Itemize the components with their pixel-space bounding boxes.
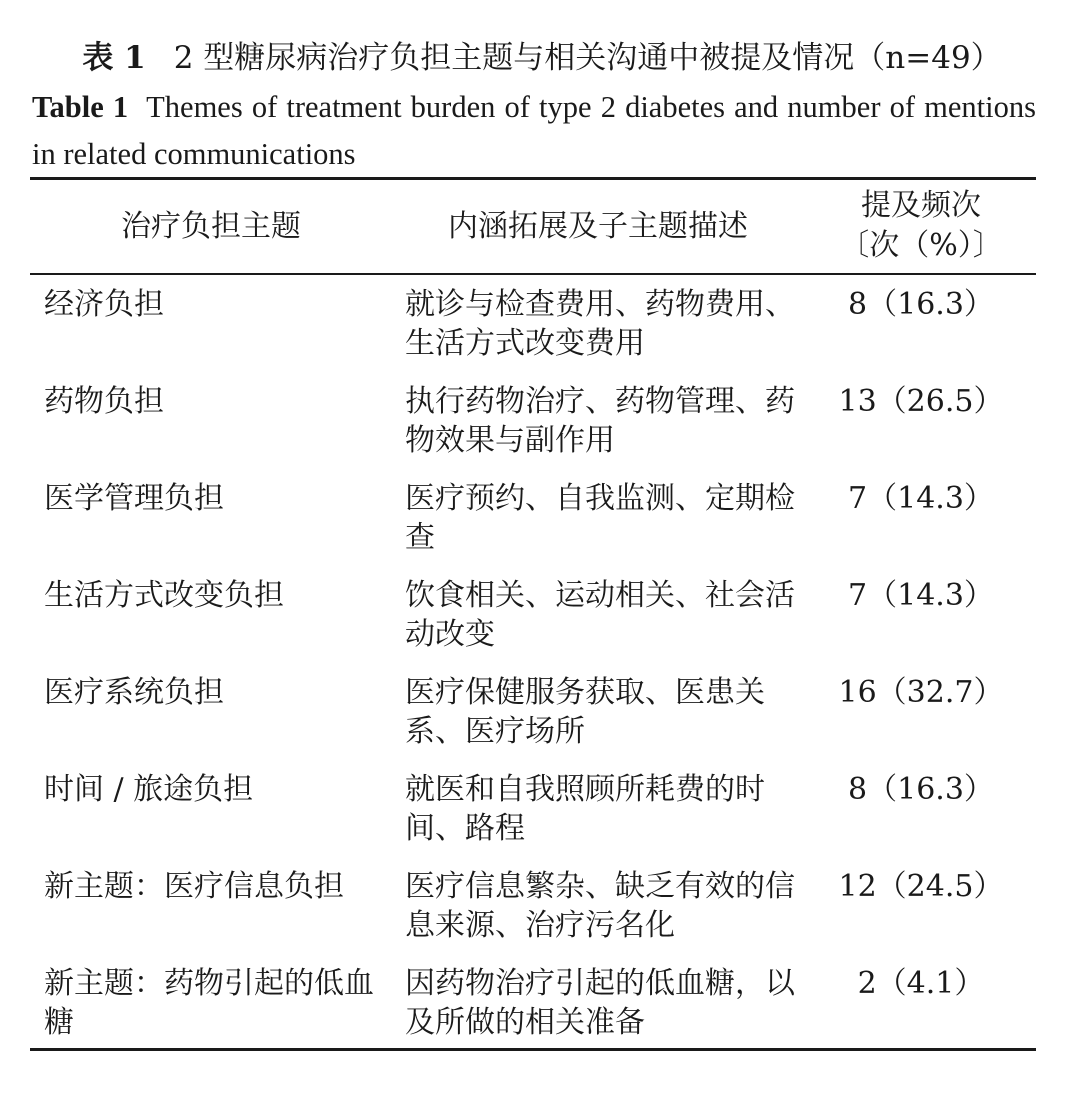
table-row — [0, 867, 1084, 964]
table-bottom-rule — [30, 1048, 1036, 1051]
frequency-cell: 8（16.3） — [848, 287, 994, 322]
table-label-en: Table 1 — [32, 90, 129, 124]
frequency-cell: 8（16.3） — [848, 772, 994, 807]
table-caption-cn — [0, 36, 1084, 80]
table-label-cn: 表 1 — [82, 40, 146, 76]
column-header-frequency-line2: 〔次（%）〕 — [839, 228, 1003, 263]
theme-cell: 时间 / 旅途负担 — [44, 772, 254, 807]
frequency-cell: 12（24.5） — [838, 869, 1004, 904]
table-caption-en — [32, 84, 1036, 178]
description-cell: 医疗预约、自我监测、定期检查 — [405, 481, 795, 555]
table-row — [0, 382, 1084, 479]
description-cell: 就医和自我照顾所耗费的时间、路程 — [405, 772, 765, 846]
frequency-cell: 7（14.3） — [848, 481, 994, 516]
frequency-cell: 2（4.1） — [857, 966, 985, 1001]
theme-cell: 经济负担 — [44, 287, 164, 322]
description-cell: 执行药物治疗、药物管理、药物效果与副作用 — [405, 384, 795, 458]
description-cell: 因药物治疗引起的低血糖，以及所做的相关准备 — [405, 966, 795, 1040]
table-top-rule — [30, 177, 1036, 180]
table-row — [0, 964, 1084, 1061]
description-cell: 就诊与检查费用、药物费用、生活方式改变费用 — [405, 287, 795, 361]
table-row — [0, 576, 1084, 673]
theme-cell: 新主题：医疗信息负担 — [44, 869, 344, 904]
table-row — [0, 479, 1084, 576]
description-cell: 饮食相关、运动相关、社会活动改变 — [405, 578, 795, 652]
description-cell: 医疗保健服务获取、医患关系、医疗场所 — [405, 675, 765, 749]
table-row — [0, 285, 1084, 382]
theme-cell: 新主题：药物引起的低血糖 — [44, 966, 374, 1040]
theme-cell: 药物负担 — [44, 384, 164, 419]
frequency-cell: 13（26.5） — [838, 384, 1004, 419]
table-title-en: Themes of treatment burden of type 2 diabetes and number of mentions in related communications — [32, 90, 1036, 171]
column-header-theme: 治疗负担主题 — [121, 209, 301, 244]
column-header-description: 内涵拓展及子主题描述 — [448, 209, 748, 244]
description-cell: 医疗信息繁杂、缺乏有效的信息来源、治疗污名化 — [405, 869, 795, 943]
theme-cell: 医疗系统负担 — [44, 675, 224, 710]
column-header-frequency — [806, 186, 1036, 266]
column-header-frequency-line1: 提及频次 — [861, 188, 981, 223]
frequency-cell: 7（14.3） — [848, 578, 994, 613]
theme-cell: 医学管理负担 — [44, 481, 224, 516]
table-row — [0, 770, 1084, 867]
table-row — [0, 673, 1084, 770]
frequency-cell: 16（32.7） — [838, 675, 1004, 710]
theme-cell: 生活方式改变负担 — [44, 578, 284, 613]
table-header-rule — [30, 273, 1036, 275]
table-title-cn: 2 型糖尿病治疗负担主题与相关沟通中被提及情况（n=49） — [173, 40, 1002, 76]
